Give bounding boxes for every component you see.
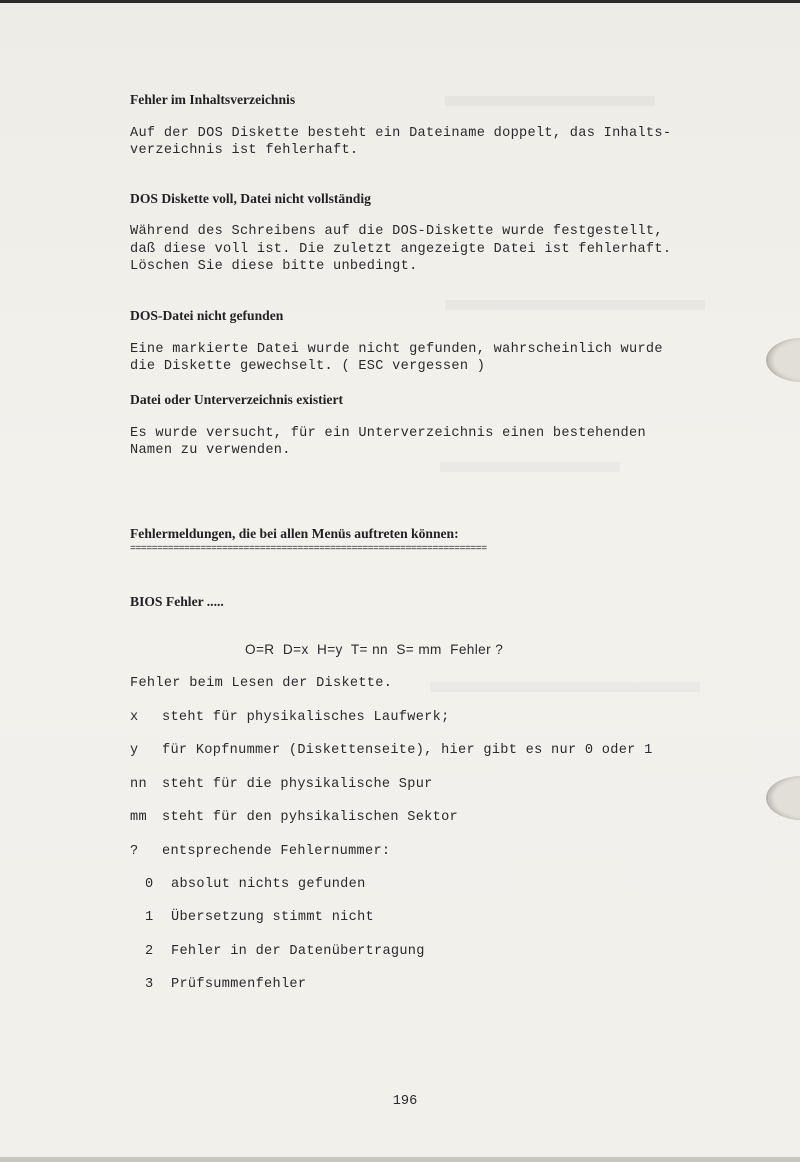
punch-hole-upper: [766, 338, 800, 382]
error-code-number: 2: [145, 944, 154, 959]
bios-heading: BIOS Fehler .....: [130, 594, 224, 609]
section-body-line: Auf der DOS Diskette besteht ein Dateiname doppelt, das Inhalts-: [130, 126, 672, 141]
definition-text: entsprechende Fehlernummer:: [162, 844, 391, 859]
section-body-line: Eine markierte Datei wurde nicht gefunden, wahrscheinlich wurde: [130, 342, 663, 357]
page-number: 196: [392, 1094, 418, 1109]
section-heading: Datei oder Unterverzeichnis existiert: [130, 392, 344, 407]
heading-underline: ==================================================================: [130, 545, 487, 555]
section-body-line: Während des Schreibens auf die DOS-Diskette wurde festgestellt,: [130, 224, 663, 239]
error-code-text: Fehler in der Datenübertragung: [171, 944, 425, 959]
definition-key: mm: [130, 810, 147, 825]
definition-text: steht für physikalisches Laufwerk;: [162, 710, 450, 725]
error-code-number: 1: [145, 910, 154, 925]
definition-text: steht für den pyhsikalischen Sektor: [162, 810, 459, 825]
error-code-text: Übersetzung stimmt nicht: [171, 910, 374, 925]
definition-text: steht für die physikalische Spur: [162, 777, 433, 792]
section-body-line: Löschen Sie diese bitte unbedingt.: [130, 259, 418, 274]
section-heading: DOS-Datei nicht gefunden: [130, 308, 284, 323]
definition-key: nn: [130, 777, 147, 792]
definition-key: x: [130, 710, 139, 725]
section-body-line: Namen zu verwenden.: [130, 443, 291, 458]
section-body-line: die Diskette gewechselt. ( ESC vergessen ): [130, 359, 486, 374]
bios-error-format: O=R D=x H=y T= nn S= mm Fehler ?: [245, 642, 504, 657]
definition-key: y: [130, 743, 139, 758]
bios-intro: Fehler beim Lesen der Diskette.: [130, 676, 393, 691]
bleed-through-mark: [440, 462, 620, 472]
section-heading: Fehler im Inhaltsverzeichnis: [130, 92, 296, 107]
error-code-number: 3: [145, 977, 154, 992]
bleed-through-mark: [445, 300, 705, 310]
section-body-line: verzeichnis ist fehlerhaft.: [130, 143, 359, 158]
section-body-line: daß diese voll ist. Die zuletzt angezeigte Datei ist fehlerhaft.: [130, 242, 672, 257]
page-top-edge: [0, 0, 800, 3]
error-code-text: Prüfsummenfehler: [171, 977, 307, 992]
definition-text: für Kopfnummer (Diskettenseite), hier gibt es nur 0 oder 1: [162, 743, 653, 758]
punch-hole-lower: [766, 776, 800, 820]
section-heading: DOS Diskette voll, Datei nicht vollständig: [130, 191, 371, 206]
menu-errors-heading: Fehlermeldungen, die bei allen Menüs auftreten können:: [130, 526, 459, 541]
error-code-text: absolut nichts gefunden: [171, 877, 366, 892]
bleed-through-mark: [445, 96, 655, 106]
bleed-through-mark: [430, 682, 700, 692]
definition-key: ?: [130, 844, 139, 859]
page-bottom-edge: [0, 1157, 800, 1162]
error-code-number: 0: [145, 877, 154, 892]
section-body-line: Es wurde versucht, für ein Unterverzeichnis einen bestehenden: [130, 426, 646, 441]
